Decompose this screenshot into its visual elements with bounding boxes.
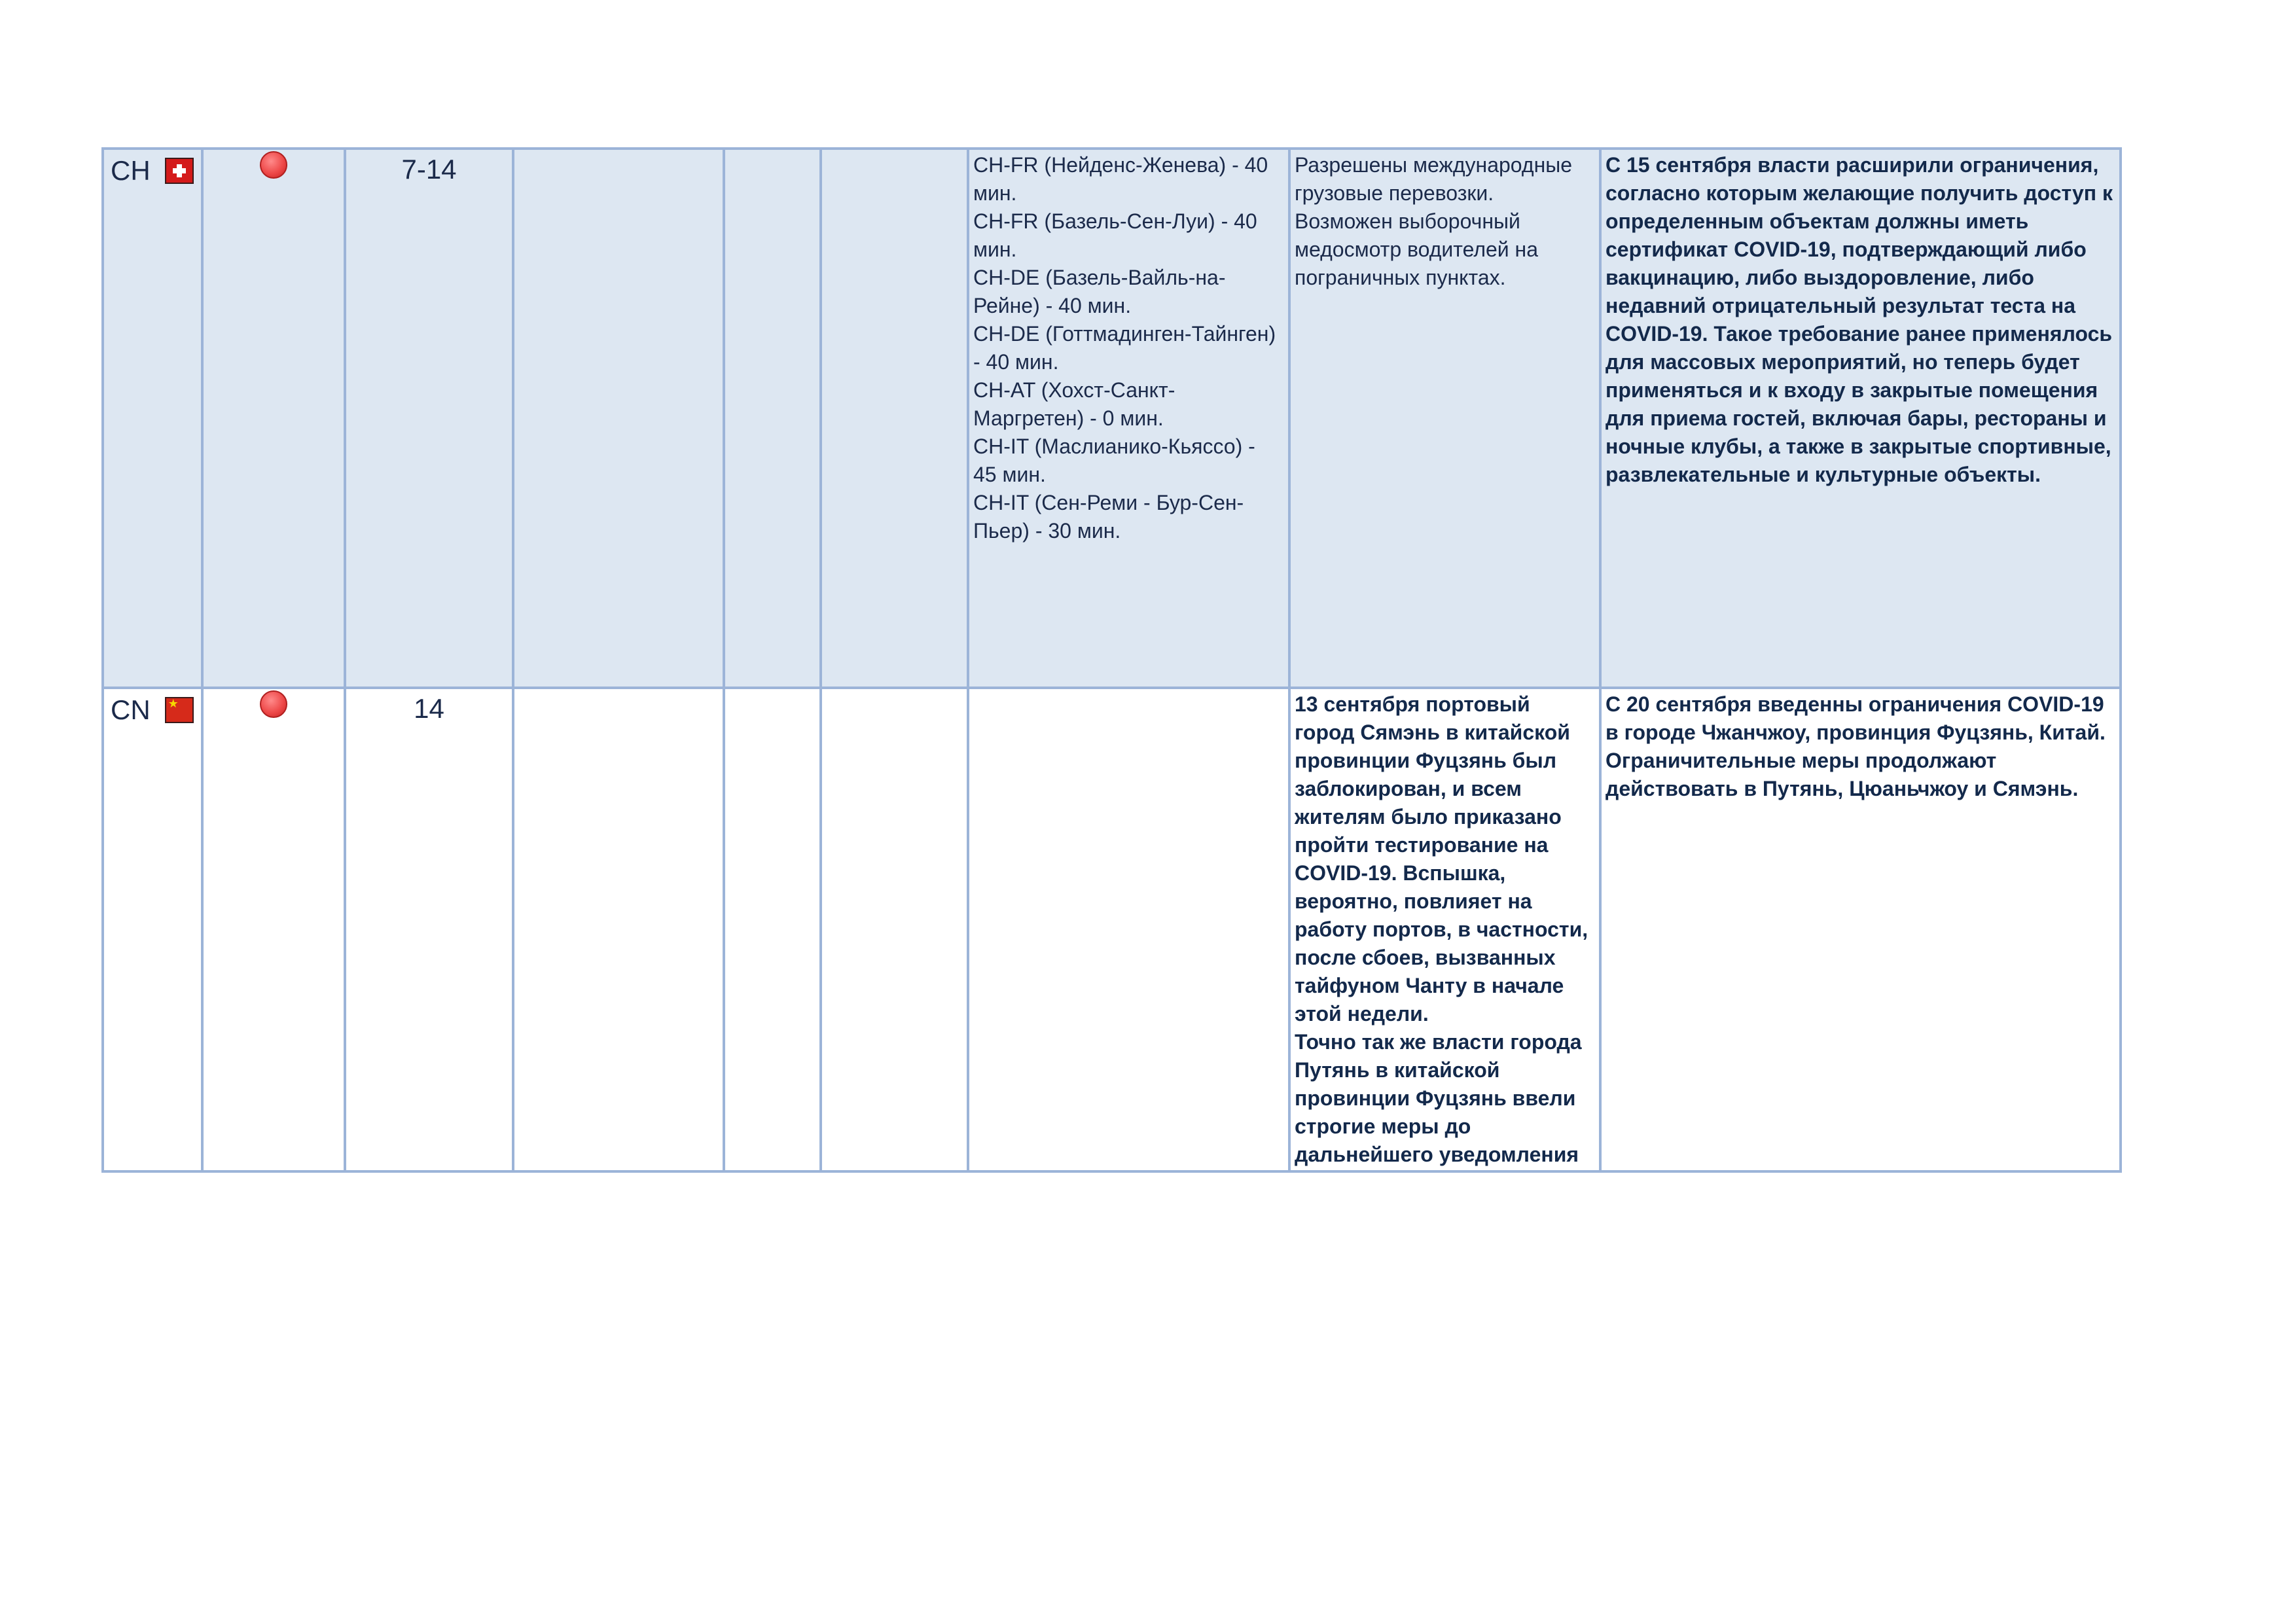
quarantine-days-cell xyxy=(345,688,513,1171)
restrictions-text: С 20 сентября введенны ограничения COVID-19 в городе Чжанчжоу, провинция Фуцзянь, Китай. Ограничительные меры продолжают действовать в Путянь, Цюаньчжоу и Сямэнь. xyxy=(1605,692,2106,800)
empty-cell xyxy=(821,688,968,1171)
country-code: CH xyxy=(111,155,151,186)
freight-cell xyxy=(1289,149,1600,688)
empty-cell xyxy=(724,149,821,688)
country-cell xyxy=(103,149,202,688)
freight-cell xyxy=(1289,688,1600,1171)
country-cell xyxy=(103,688,202,1171)
country-restrictions-table xyxy=(101,147,2122,1173)
freight-text: Разрешены международные грузовые перевозки. Возможен выборочный медосмотр водителей на пограничных пунктах. xyxy=(1295,153,1573,289)
border-crossings-cell xyxy=(968,149,1289,688)
border-crossings-cell xyxy=(968,688,1289,1171)
freight-text: 13 сентября портовый город Сямэнь в китайской провинции Фуцзянь был заблокирован, и всем жителям было приказано пройти тестирование на COVID-19. Вспышка, вероятно, повлияет на работу портов, в частности, после сбоев, вызванных тайфуном Чанту в начале этой недели. Точно так же власти города Путянь в китайской провинции Фуцзянь ввели строгие меры до дальнейшего уведомления xyxy=(1295,692,1588,1166)
quarantine-days: 14 xyxy=(414,693,444,724)
empty-cell xyxy=(821,149,968,688)
empty-cell xyxy=(513,149,724,688)
restrictions-cell xyxy=(1600,149,2121,688)
china-flag-icon xyxy=(165,697,194,723)
restrictions-text: С 15 сентября власти расширили ограничения, согласно которым желающие получить доступ к определенным объектам должны иметь сертификат COVID-19, подтверждающий либо вакцинацию, либо выздоровление, либо недавний отрицательный результат теста на COVID-19. Такое требование ранее применялось для массовых мероприятий, но теперь будет применяться и к входу в закрытые помещения для приема гостей, включая бары, рестораны и ночные клубы, а также в закрытые спортивные, развлекательные и культурные объекты. xyxy=(1605,153,2113,486)
switzerland-flag-icon xyxy=(165,158,194,184)
country-code: CN xyxy=(111,694,151,725)
table-row xyxy=(103,688,2121,1171)
border-crossings-text: CH-FR (Нейденс-Женева) - 40 мин. CH-FR (Базель-Сен-Луи) - 40 мин. CH-DE (Базель-Вайль-на-Рейне) - 40 мин. CH-DE (Готтмадинген-Тайнген) - 40 мин. CH-AT (Хохст-Санкт-Маргретен) - 0 мин. CH-IT (Маслианико-Кьяссо) - 45 мин. CH-IT (Сен-Реми - Бур-Сен-Пьер) - 30 мин. xyxy=(973,153,1276,543)
empty-cell xyxy=(513,688,724,1171)
border-crossings-text xyxy=(969,689,1288,690)
quarantine-days-cell xyxy=(345,149,513,688)
status-cell xyxy=(202,149,345,688)
quarantine-days: 7-14 xyxy=(401,154,457,185)
status-cell xyxy=(202,688,345,1171)
red-status-icon xyxy=(260,151,287,179)
restrictions-cell xyxy=(1600,688,2121,1171)
table-row xyxy=(103,149,2121,688)
empty-cell xyxy=(724,688,821,1171)
red-status-icon xyxy=(260,690,287,718)
